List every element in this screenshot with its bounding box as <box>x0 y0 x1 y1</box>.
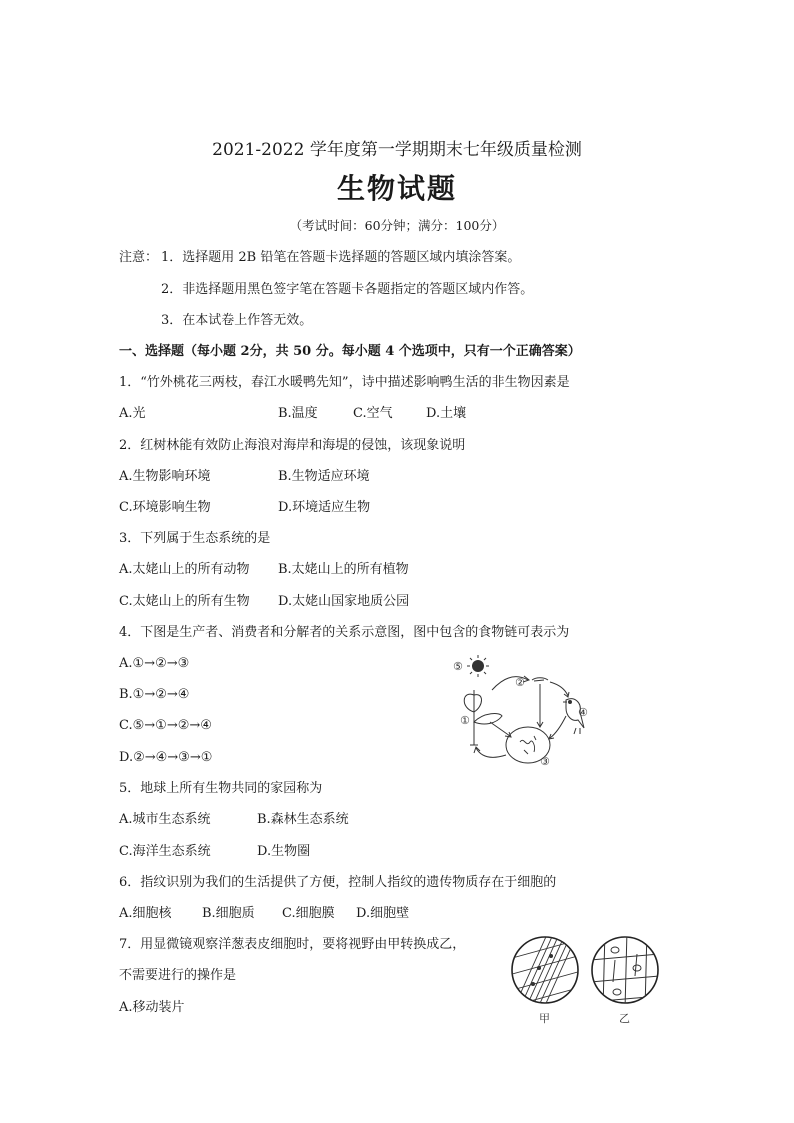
microscope-field-yi <box>591 930 659 1010</box>
food-web-diagram <box>440 650 610 775</box>
q5-option-c: C.海洋生态系统 <box>119 844 211 859</box>
question-5-stem: 5．地球上所有生物共同的家园称为 <box>119 781 323 796</box>
sun-icon <box>467 655 489 677</box>
microscope-views-figure <box>505 930 665 1030</box>
q4-option-a: A.①→②→③ <box>119 656 190 671</box>
q1-option-c: C.空气 <box>353 406 393 421</box>
q4-option-b: B.①→②→④ <box>119 687 190 702</box>
insect-icon <box>532 678 548 681</box>
section-heading: 一、选择题（每小题 2分，共 50 分。每小题 4 个选项中，只有一个正确答案） <box>119 344 581 359</box>
notice-item-2: 2．非选择题用黑色签字笔在答题卡各题指定的答题区域内作答。 <box>161 282 534 297</box>
food-web-label-3: ③ <box>540 755 550 768</box>
food-web-label-4: ④ <box>578 706 588 719</box>
q3-option-a: A.太姥山上的所有动物 <box>119 562 250 577</box>
question-7-stem-line2: 不需要进行的操作是 <box>119 968 237 983</box>
q7-option-a: A.移动装片 <box>119 1000 185 1015</box>
q4-option-d: D.②→④→③→① <box>119 750 213 765</box>
exam-info: （考试时间：60分钟；满分：100分） <box>289 218 505 233</box>
question-4-stem: 4．下图是生产者、消费者和分解者的关系示意图，图中包含的食物链可表示为 <box>119 625 570 640</box>
field-label-yi: 乙 <box>619 1012 630 1025</box>
q6-option-a: A.细胞核 <box>119 906 172 921</box>
q3-option-d: D.太姥山国家地质公园 <box>278 594 410 609</box>
q5-option-d: D.生物圈 <box>257 844 311 859</box>
question-7-stem-line1: 7．用显微镜观察洋葱表皮细胞时，要将视野由甲转换成乙， <box>119 937 466 952</box>
notice-item-1: 1．选择题用 2B 铅笔在答题卡选择题的答题区域内填涂答案。 <box>161 250 521 265</box>
plant-icon <box>464 690 502 745</box>
q2-option-a: A.生物影响环境 <box>119 469 211 484</box>
food-web-label-1: ① <box>460 714 470 727</box>
microscope-field-jia <box>505 922 585 1010</box>
q1-option-d: D.土壤 <box>426 406 467 421</box>
question-2-stem: 2．红树林能有效防止海浪对海岸和海堤的侵蚀，该现象说明 <box>119 438 466 453</box>
q2-option-c: C.环境影响生物 <box>119 500 211 515</box>
notice-label: 注意： <box>119 250 159 265</box>
q2-option-d: D.环境适应生物 <box>278 500 371 515</box>
field-label-jia: 甲 <box>539 1012 550 1025</box>
q3-option-b: B.太姥山上的所有植物 <box>278 562 409 577</box>
q6-option-c: C.细胞膜 <box>282 906 335 921</box>
q1-option-b: B.温度 <box>278 406 318 421</box>
q1-option-a: A.光 <box>119 406 146 421</box>
food-web-label-2: ② <box>515 676 525 689</box>
q5-option-b: B.森林生态系统 <box>257 812 349 827</box>
question-6-stem: 6．指纹识别为我们的生活提供了方便，控制人指纹的遗传物质存在于细胞的 <box>119 875 557 890</box>
question-1-stem: 1．“竹外桃花三两枝，春江水暖鸭先知”，诗中描述影响鸭生活的非生物因素是 <box>119 375 570 390</box>
q6-option-b: B.细胞质 <box>202 906 255 921</box>
q6-option-d: D.细胞壁 <box>356 906 410 921</box>
notice-item-3: 3．在本试卷上作答无效。 <box>161 313 313 328</box>
food-web-label-5: ⑤ <box>453 660 463 673</box>
q5-option-a: A.城市生态系统 <box>119 812 211 827</box>
q4-option-c: C.⑤→①→②→④ <box>119 718 212 733</box>
q3-option-c: C.太姥山上的所有生物 <box>119 594 250 609</box>
q2-option-b: B.生物适应环境 <box>278 469 370 484</box>
question-3-stem: 3．下列属于生态系统的是 <box>119 531 271 546</box>
exam-title-line: 2021-2022 学年度第一学期期末七年级质量检测 <box>212 140 582 160</box>
exam-subject-title: 生物试题 <box>336 172 457 205</box>
